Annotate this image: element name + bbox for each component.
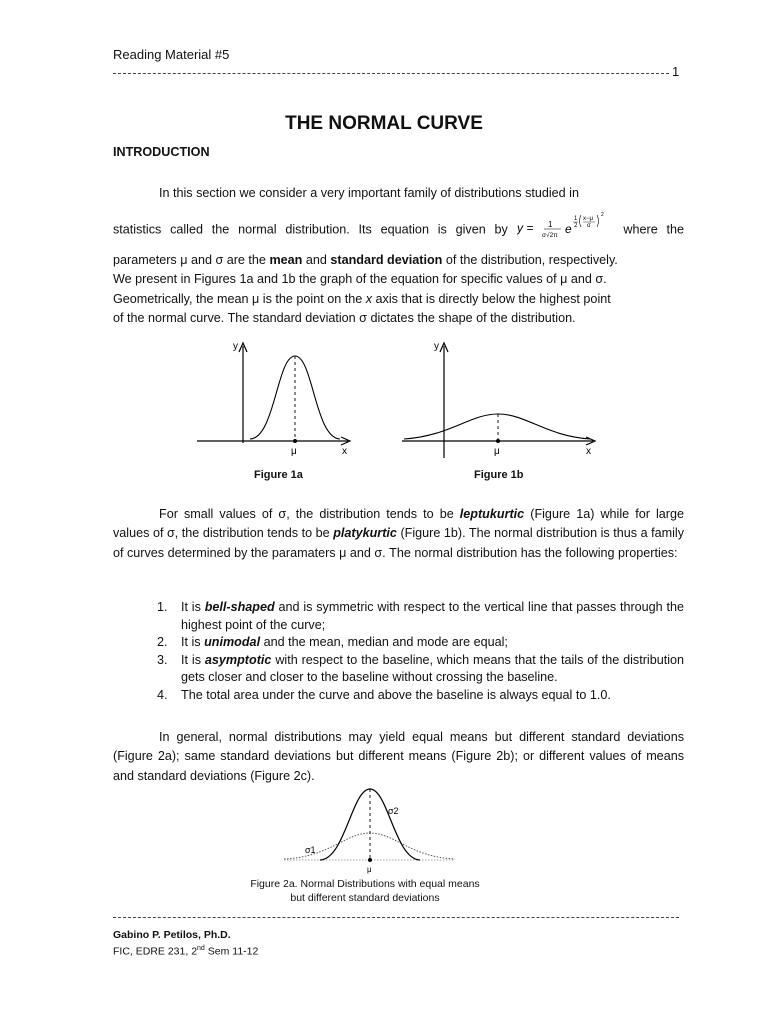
svg-text:1: 1	[573, 216, 577, 223]
properties-list	[113, 599, 684, 704]
intro-line-1: In this section we consider a very important family of distributions studied in	[159, 186, 579, 200]
page-number: 1	[672, 64, 680, 79]
term-platykurtic: platykurtic	[333, 526, 397, 541]
svg-text:σ√2π: σ√2π	[541, 232, 558, 240]
term-leptukurtic: leptukurtic	[459, 507, 525, 521]
figure-1b-caption: Figure 1b	[474, 469, 524, 481]
normal-equation	[517, 212, 615, 248]
figure-1b-curve	[404, 414, 590, 439]
figure-2a-mu-label: μ	[367, 865, 372, 874]
intro-line-6: of the normal curve. The standard deviation σ dictates the shape of the distribution.	[113, 311, 576, 326]
paragraph-3: In general, normal distributions may yield equal means but different standard deviations (Figure 2a); same standard deviations but different means (Figure 2b); or different values of means and standard deviations (Figure 2c).	[113, 730, 684, 783]
header-divider	[113, 73, 669, 74]
svg-text:2: 2	[573, 223, 577, 230]
intro-line-5: Geometrically, the mean μ is the point on the x axis that is directly below the highest point	[113, 291, 611, 306]
paragraph-2: For small values of σ, the distribution tends to be leptukurtic (Figure 1a) while for large values of σ, the distribution tends to be platykurtic (Figure 1b). The normal distribution is thus a family of curves determined by the paramaters μ and σ. The normal distribution has the following properties:	[113, 507, 685, 560]
normal-equation-graphic	[517, 212, 615, 242]
figure-1b-mu-label: μ	[494, 446, 500, 457]
header-title: Reading Material #5	[113, 47, 230, 62]
footer-course: FIC, EDRE 231, 2nd Sem 11-12	[113, 945, 259, 958]
figure-1a-y-label: y	[233, 341, 238, 352]
svg-text:y =: y =	[516, 221, 533, 236]
intro-line-3: parameters μ and σ are the mean and standard deviation of the distribution, respectively.	[113, 252, 618, 267]
figure-1a	[195, 338, 355, 463]
svg-text:σ: σ	[586, 223, 591, 230]
figure-1b-x-label: x	[586, 446, 591, 457]
section-heading: INTRODUCTION	[113, 145, 210, 159]
list-item: 1. It is bell-shaped and is symmetric with respect to the vertical line that passes through the highest point of the curve;	[157, 600, 685, 632]
figure-1a-caption: Figure 1a	[254, 469, 303, 481]
list-item: 3. It is asymptotic with respect to the baseline, which means that the tails of the distribution gets closer and closer to the baseline without crossing the baseline.	[157, 652, 685, 684]
footer-divider	[113, 917, 679, 918]
figure-2a	[280, 785, 460, 875]
footer-author: Gabino P. Petilos, Ph.D.	[113, 929, 231, 941]
svg-text:e: e	[564, 222, 572, 237]
intro-line-4: We present in Figures 1a and 1b the graph of the equation for specific values of μ and σ.	[113, 272, 607, 287]
intro-line-2: statistics called the normal distribution. Its equation is given by y = 1 σ√2π e 1 2 x−μ σ 2 where the	[113, 212, 684, 248]
svg-text:2: 2	[600, 212, 604, 219]
figure-1b	[400, 338, 600, 463]
figure-1a-mu-label: μ	[291, 446, 297, 457]
intro-paragraph	[113, 184, 684, 328]
figure-1b-y-label: y	[434, 341, 439, 352]
list-item: 4. The total area under the curve and above the baseline is always equal to 1.0.	[157, 687, 611, 702]
figure-2a-caption: Figure 2a. Normal Distributions with equal means but different standard deviations	[250, 878, 480, 904]
figure-2a-sigma2-label: σ2	[388, 806, 399, 816]
figure-2a-sigma1-label: σ1	[305, 845, 316, 855]
svg-text:1: 1	[547, 220, 553, 230]
list-item: 2. It is unimodal and the mean, median and mode are equal;	[157, 635, 508, 649]
figure-1a-x-label: x	[342, 446, 347, 457]
document-title: THE NORMAL CURVE	[285, 113, 483, 134]
svg-text:x−μ: x−μ	[582, 216, 593, 223]
